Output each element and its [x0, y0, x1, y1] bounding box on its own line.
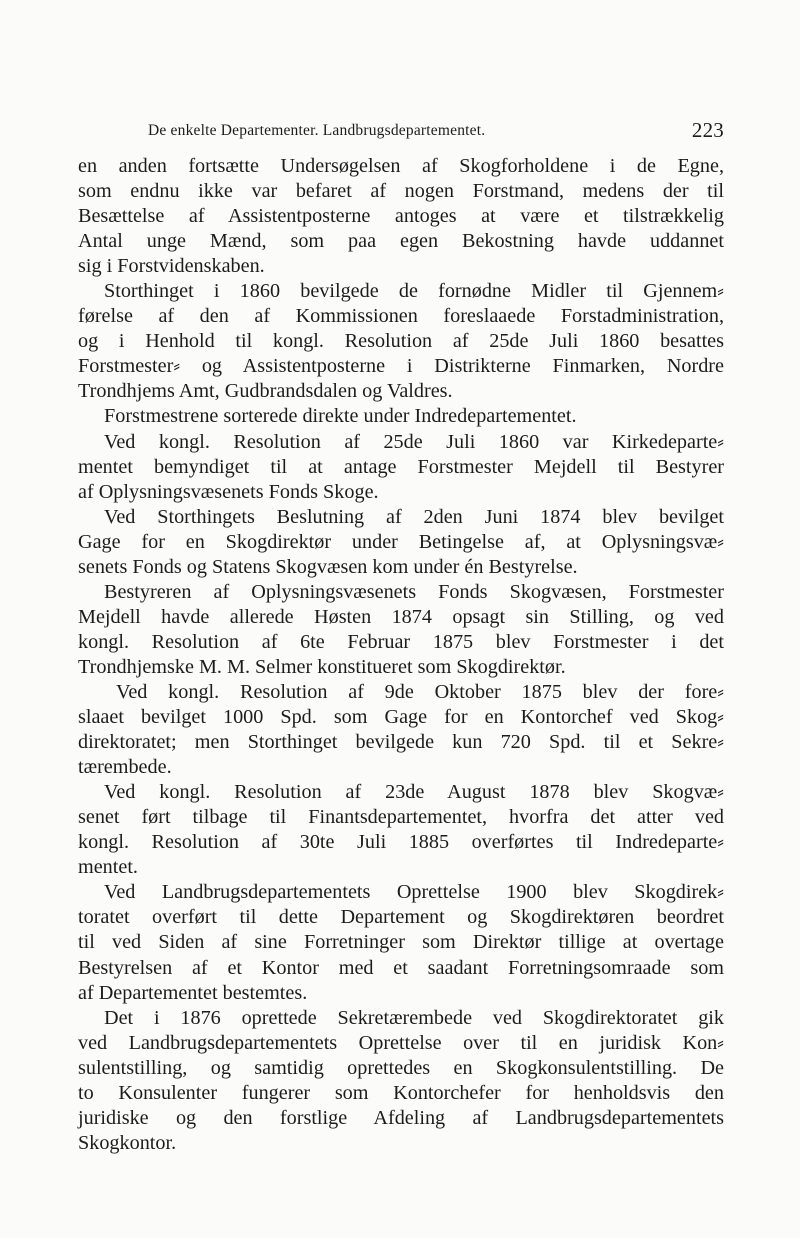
text-line: Ved kongl. Resolution af 25de Juli 1860 var Kirkedeparte⸗ — [104, 430, 724, 453]
paragraph — [78, 430, 724, 505]
paragraph — [78, 505, 724, 580]
text-line: Bestyrelsen af et Kontor med et saadant Forretningsomraade som — [78, 956, 724, 979]
text-line: juridiske og den forstlige Afdeling af Landbrugsdepartementets — [78, 1106, 724, 1129]
text-line: mentet bemyndiget til at antage Forstmester Mejdell til Bestyrer — [78, 455, 724, 478]
text-line: Ved Storthingets Beslutning af 2den Juni 1874 blev bevilget — [104, 505, 724, 528]
text-line: ved Landbrugsdepartementets Oprettelse over til en juridisk Kon⸗ — [78, 1031, 724, 1054]
text-line: Bestyreren af Oplysningsvæsenets Fonds Skogvæsen, Forstmester — [104, 580, 724, 603]
text-line: Ved kongl. Resolution af 23de August 1878 blev Skogvæ⸗ — [104, 781, 724, 804]
running-head-title: De enkelte Departementer. Landbrugsdepartementet. — [148, 122, 486, 139]
paragraph — [78, 780, 724, 880]
text-line: Mejdell havde allerede Høsten 1874 opsagt sin Stilling, og ved — [78, 605, 724, 628]
text-line: af Departementet bestemtes. — [78, 981, 308, 1004]
body-text — [78, 154, 724, 1156]
text-line: Forstmestrene sorterede direkte under Indredepartementet. — [104, 405, 577, 428]
text-line: Trondhjems Amt, Gudbrandsdalen og Valdres. — [78, 380, 453, 403]
text-line: Ved kongl. Resolution af 9de Oktober 1875 blev der fore⸗ — [116, 680, 724, 703]
text-line: og i Henhold til kongl. Resolution af 25de Juli 1860 besattes — [78, 330, 724, 353]
text-line: Gage for en Skogdirektør under Betingelse af, at Oplysningsvæ⸗ — [78, 530, 724, 553]
text-line: Antal unge Mænd, som paa egen Bekostning havde uddannet — [78, 230, 724, 253]
text-line: af Oplysningsvæsenets Fonds Skoge. — [78, 480, 379, 503]
text-line: førelse af den af Kommissionen foreslaaede Forstadministration, — [78, 305, 724, 328]
text-line: sulentstilling, og samtidig oprettedes en Skogkonsulentstilling. De — [78, 1056, 724, 1079]
text-line: Ved Landbrugsdepartementets Oprettelse 1900 blev Skogdirek⸗ — [104, 881, 724, 904]
paragraph — [78, 880, 724, 1005]
paragraph — [78, 154, 724, 279]
running-head — [148, 118, 724, 144]
text-line: sig i Forstvidenskaben. — [78, 255, 265, 278]
text-line: senets Fonds og Statens Skogvæsen kom under én Bestyrelse. — [78, 555, 578, 578]
text-line: Forstmester⸗ og Assistentposterne i Distrikterne Finmarken, Nordre — [78, 355, 724, 378]
text-line: en anden fortsætte Undersøgelsen af Skogforholdene i de Egne, — [78, 155, 724, 177]
paragraph — [78, 279, 724, 404]
text-line: mentet. — [78, 856, 138, 879]
text-line: kongl. Resolution af 30te Juli 1885 overførtes til Indredeparte⸗ — [78, 831, 724, 854]
text-line: kongl. Resolution af 6te Februar 1875 blev Forstmester i det — [78, 630, 724, 653]
text-line: to Konsulenter fungerer som Kontorchefer for henholdsvis den — [78, 1081, 724, 1104]
page-number: 223 — [691, 118, 724, 142]
text-line: senet ført tilbage til Finantsdepartementet, hvorfra det atter ved — [78, 806, 724, 829]
text-line: Det i 1876 oprettede Sekretærembede ved Skogdirektoratet gik — [104, 1006, 724, 1029]
text-line: toratet overført til dette Departement og Skogdirektøren beordret — [78, 906, 724, 929]
text-line: Skogkontor. — [78, 1131, 177, 1154]
paragraph — [78, 404, 724, 429]
text-line: direktoratet; men Storthinget bevilgede kun 720 Spd. til et Sekre⸗ — [78, 731, 724, 754]
text-line: Storthinget i 1860 bevilgede de fornødne Midler til Gjennem⸗ — [104, 280, 724, 303]
text-line: Besættelse af Assistentposterne antoges at være et tilstrækkelig — [78, 205, 724, 228]
paragraph — [78, 1006, 724, 1156]
text-line: til ved Siden af sine Forretninger som Direktør tillige at overtage — [78, 931, 724, 954]
text-line: tærembede. — [78, 756, 172, 779]
text-line: som endnu ikke var befaret af nogen Forstmand, medens der til — [78, 180, 724, 203]
text-line: Trondhjemske M. M. Selmer konstitueret som Skogdirektør. — [78, 655, 566, 678]
paragraph — [78, 580, 724, 680]
text-line: slaaet bevilget 1000 Spd. som Gage for en Kontorchef ved Skog⸗ — [78, 706, 724, 729]
paragraph — [78, 680, 724, 780]
